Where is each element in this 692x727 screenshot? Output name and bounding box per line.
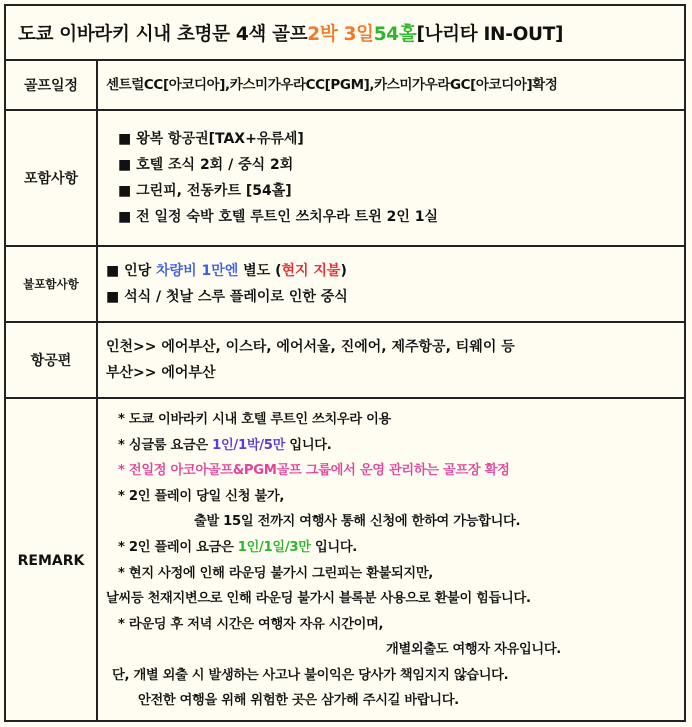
title-nights: 2박 3일 <box>307 23 374 45</box>
included-item: ■ 호텔 조식 2회 / 중식 2회 <box>118 157 294 173</box>
included-content <box>98 111 684 245</box>
two-play-price: 1인/1일/3만 <box>237 539 311 555</box>
title-holes: 54홀 <box>373 23 417 45</box>
excluded-content <box>98 247 684 321</box>
schedule-content <box>98 61 684 109</box>
remark-line: * 전일정 아코아골프&PGM골프 그룹에서 운영 관리하는 골프장 확정 <box>118 463 510 479</box>
excluded-middle: 별도 ( <box>238 263 282 279</box>
schedule-row <box>6 61 684 111</box>
remark-line: 안전한 여행을 위해 위험한 곳은 삼가해 주시길 바랍니다. <box>138 693 459 709</box>
remark-line: 단, 개별 외출 시 발생하는 사고나 불이익은 당사가 책임지지 않습니다. <box>112 667 509 683</box>
remark-line: * 2인 플레이 당일 신청 불가, <box>118 488 285 504</box>
page-title <box>6 6 684 61</box>
single-room-price: 1인/1박/5만 <box>212 437 286 453</box>
excluded-item <box>106 258 676 284</box>
remark-text: 입니다. <box>285 437 332 453</box>
remark-line <box>106 535 676 561</box>
schedule-text: 센트럴CC[아코디아],카스미가우라CC[PGM],카스미가우라GC[아코디아]확정 <box>106 77 558 93</box>
remark-label: REMARK <box>6 399 98 722</box>
vehicle-fee: 차량비 1만엔 <box>156 263 239 279</box>
included-item: ■ 전 일정 숙박 호텔 루트인 쓰치우라 트윈 2인 1실 <box>118 209 439 225</box>
remark-line: 출발 15일 전까지 여행사 통해 신청에 한하여 가능합니다. <box>194 514 521 530</box>
title-route: [나리타 IN-OUT] <box>416 23 564 45</box>
remark-text: 입니다. <box>310 539 358 555</box>
included-item: ■ 왕복 항공권[TAX+유류세] <box>118 131 304 147</box>
remark-text: * 2인 플레이 요금은 <box>118 539 238 555</box>
remark-line: 개별외출도 여행자 자유입니다. <box>386 642 561 658</box>
remark-line: * 라운딩 후 저녁 시간은 여행자 자유 시간이며, <box>118 616 384 632</box>
excluded-suffix: ) <box>340 263 347 279</box>
title-main: 도쿄 이바라키 시내 초명문 4색 골프 <box>18 23 308 45</box>
excluded-prefix: ■ 인당 <box>106 263 157 279</box>
airline-content <box>98 323 684 397</box>
excluded-item: ■ 석식 / 첫날 스루 플레이로 인한 중식 <box>106 289 348 305</box>
airline-label: 항공편 <box>6 323 98 397</box>
local-payment: 현지 지불 <box>281 263 341 279</box>
remark-row <box>6 399 684 722</box>
airline-line: 인천>> 에어부산, 이스타, 에어서울, 진에어, 제주항공, 티웨이 등 <box>106 339 515 355</box>
included-item: ■ 그린피, 전동카트 [54홀] <box>118 183 292 199</box>
remark-line: * 현지 사정에 인해 라운딩 불가시 그린피는 환불되지만, <box>118 565 434 581</box>
included-label: 포함사항 <box>6 111 98 245</box>
schedule-label: 골프일정 <box>6 61 98 109</box>
remark-content <box>98 399 684 722</box>
airline-line: 부산>> 에어부산 <box>106 365 216 381</box>
excluded-row <box>6 247 684 323</box>
remark-line <box>106 433 676 459</box>
remark-line: * 도쿄 이바라키 시내 호텔 루트인 쓰치우라 이용 <box>118 411 391 427</box>
remark-line: 날씨등 천재지변으로 인해 라운딩 불가시 블록분 사용으로 환불이 힘듭니다. <box>106 591 531 607</box>
included-row <box>6 111 684 247</box>
airline-row <box>6 323 684 399</box>
golf-package-sheet <box>4 4 686 722</box>
remark-text: * 싱글룸 요금은 <box>118 437 213 453</box>
excluded-label: 불포함사항 <box>6 247 98 321</box>
